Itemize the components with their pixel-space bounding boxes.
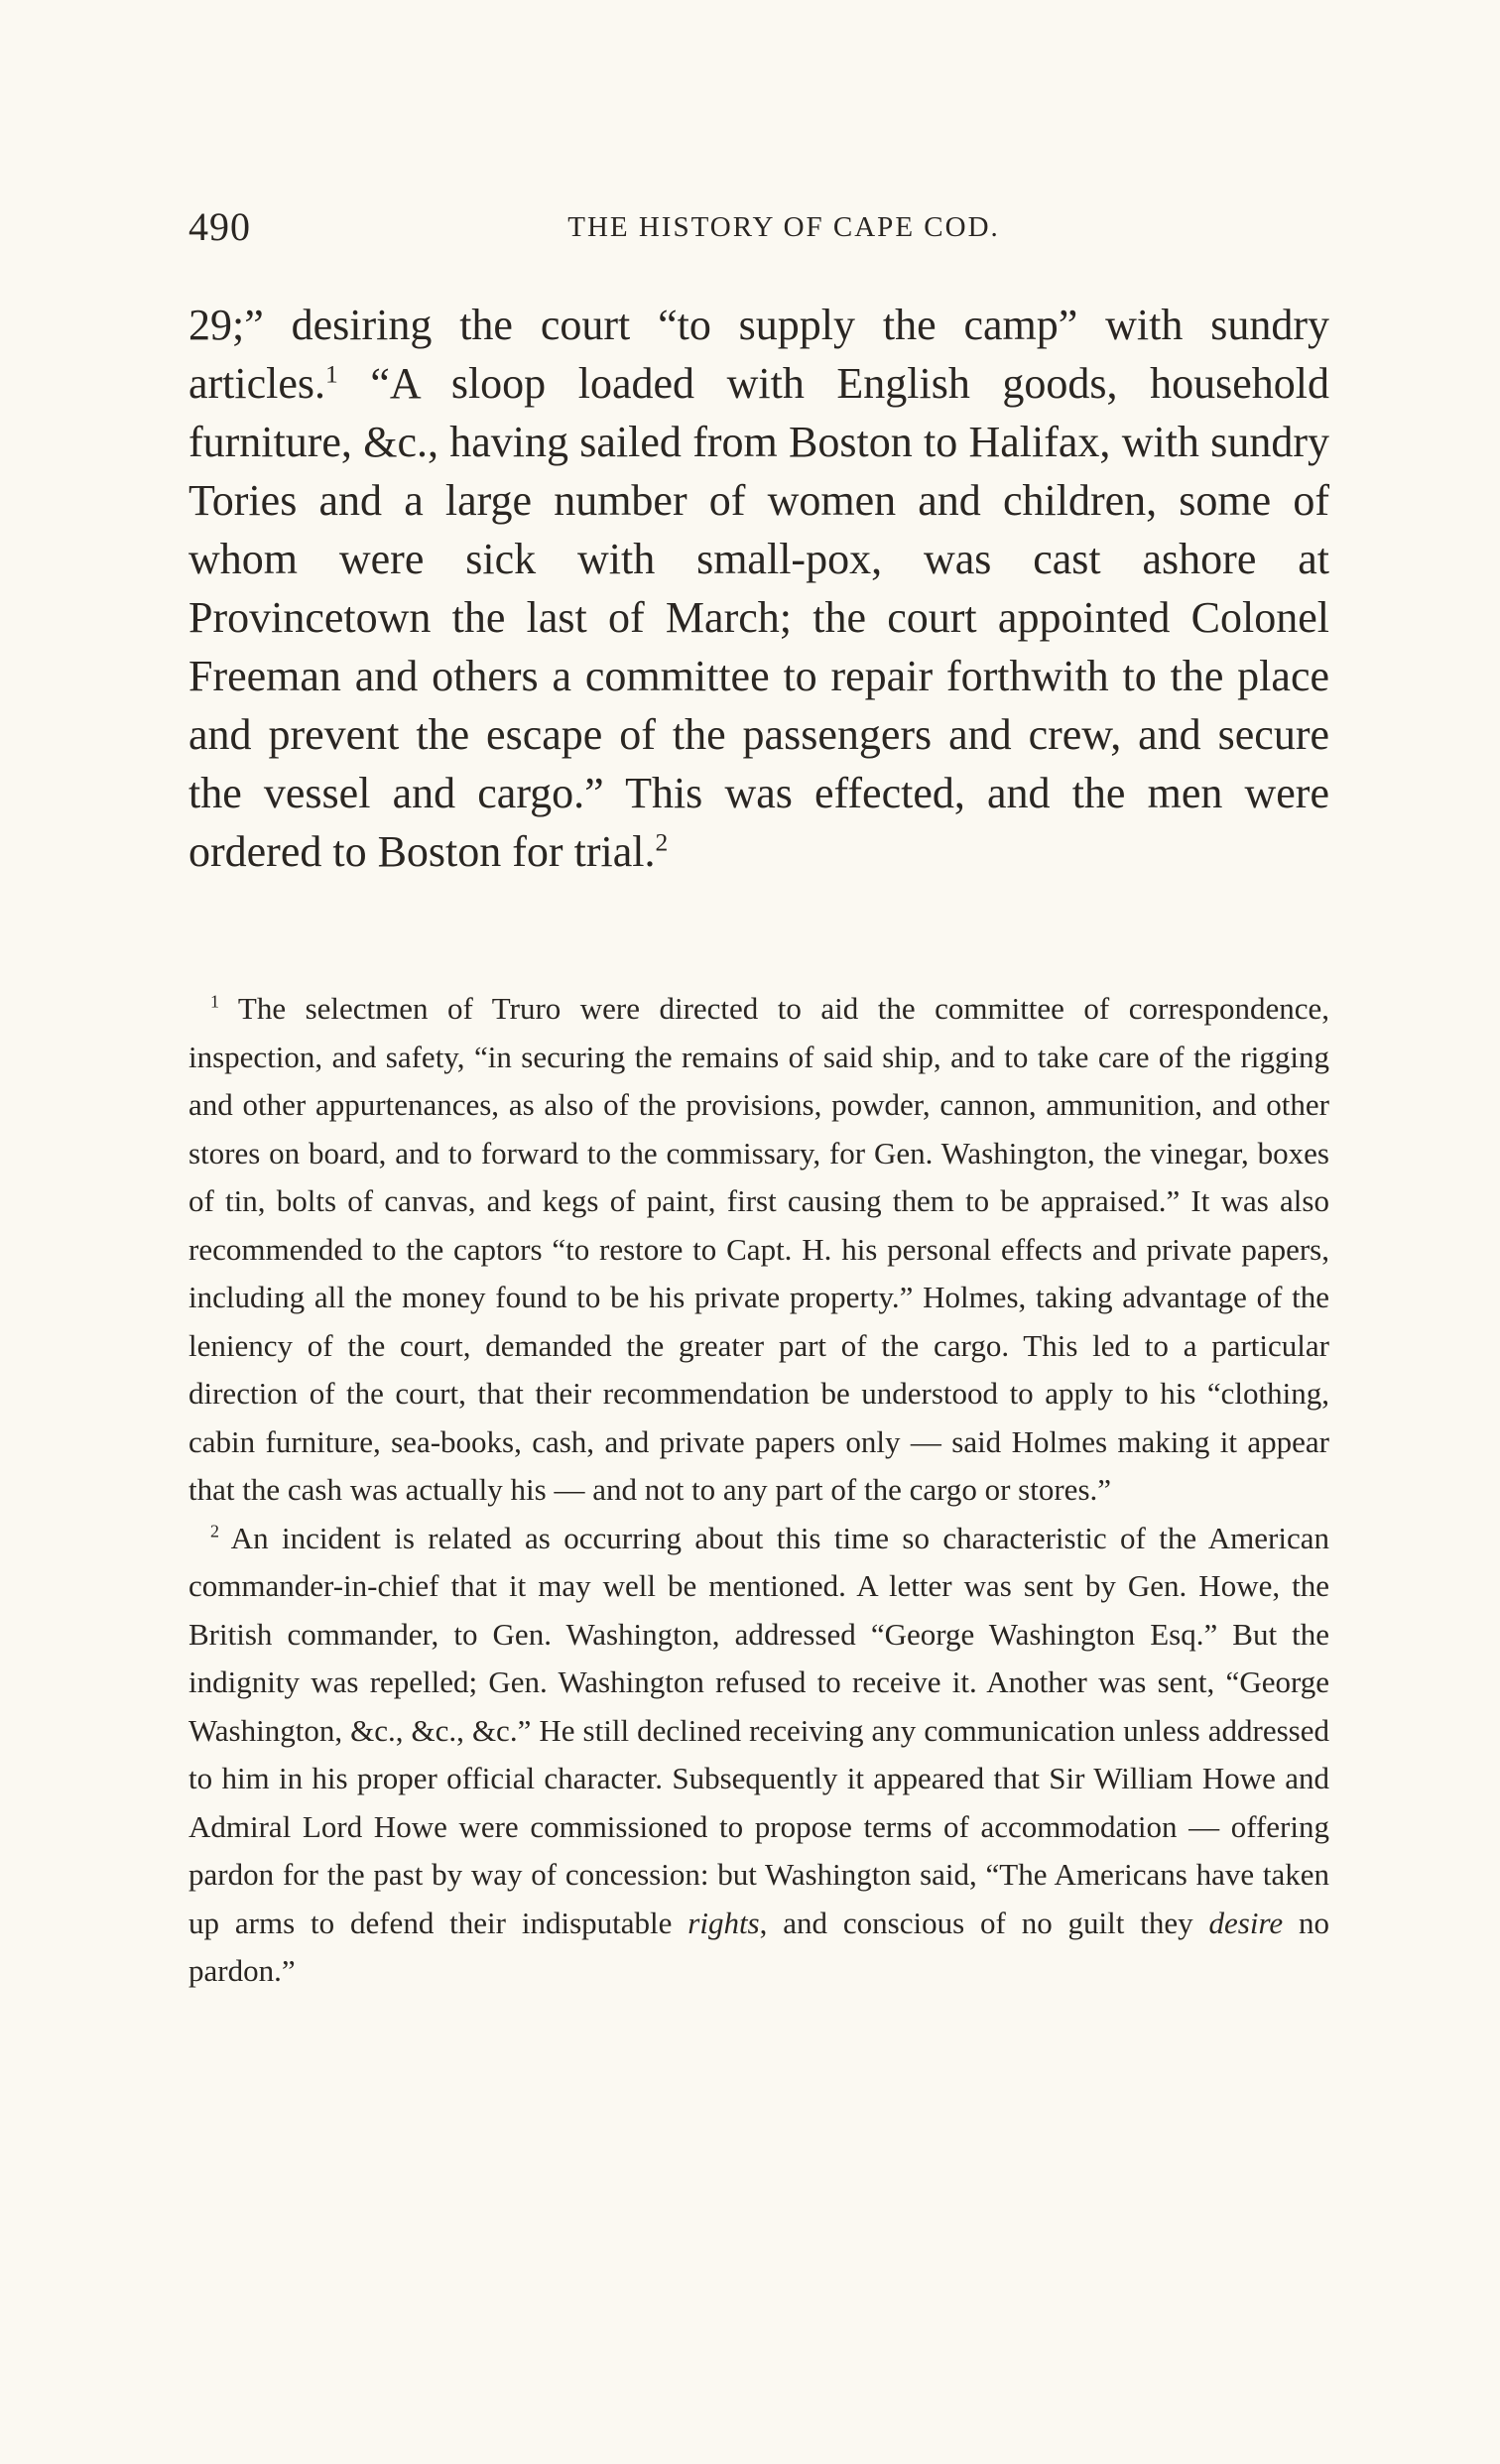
footnote-1 [188, 985, 1329, 1515]
footnote-reference-2: 2 [655, 827, 669, 857]
page-number: 490 [188, 204, 251, 249]
footnote-marker-1: 1 [210, 991, 219, 1012]
footnote-1-text: The selectmen of Truro were directed to aid the committee of correspondence, inspection, and safety, “in securing the remains of said ship, and to take care of the rigging and other appurtenances, as also of the provisions, powder, cannon, ammunition, and other stores on board, and to forward to the commissary, for Gen. Washington, the vinegar, boxes of tin, bolts of canvas, and kegs of paint, first causing them to be appraised.” It was also recommended to the captors “to restore to Capt. H. his personal effects and private papers, including all the money found to be his private property.” Holmes, taking advantage of the leniency of the court, demanded the greater part of the cargo. This led to a particular direction of the court, that their recommendation be understood to apply to his “clothing, cabin furniture, sea-books, cash, and private papers only — said Holmes making it appear that the cash was actually his — and not to any part of the cargo or stores.” [188, 991, 1329, 1507]
running-head: THE HISTORY OF CAPE COD. [567, 211, 1000, 243]
footnote-2-italic-desire: desire [1208, 1905, 1284, 1940]
footnote-2-text-b: , and conscious of no guilt they [759, 1905, 1209, 1940]
footnote-2-text-a: An incident is related as occurring about this time so characteristic of the American commander-in-chief that it may well be mentioned. A letter was sent by Gen. Howe, the British commander, to Gen. Washington, addressed “George Washington Esq.” But the indignity was repelled; Gen. Washington refused to receive it. Another was sent, “George Washington, &c., &c., &c.” He still declined receiving any communication unless addressed to him in his proper official character. Subsequently it appeared that Sir William Howe and Admiral Lord Howe were commissioned to propose terms of accommodation — offering pardon for the past by way of concession: but Washington said, “The Americans have taken up arms to defend their indisputable [188, 1520, 1329, 1940]
main-text-part-1: 29;” desiring the court “to supply the camp” with sundry articles. [188, 301, 1329, 408]
footnote-2-italic-rights: rights [688, 1905, 760, 1940]
footnote-2 [188, 1515, 1329, 1996]
main-text-part-2: “A sloop loaded with English goods, household furniture, &c., having sailed from Boston to Halifax, with sundry Tories and a large number of women and children, some of whom were sick with small-pox, was cast ashore at Provincetown the last of March; the court appointed Colonel Freeman and others a committee to repair forthwith to the place and prevent the escape of the passengers and crew, and secure the vessel and cargo.” This was effected, and the men were ordered to Boston for trial. [188, 359, 1329, 876]
main-paragraph [188, 296, 1329, 881]
page-header [188, 203, 1339, 253]
footnotes [188, 985, 1329, 1996]
footnote-reference-1: 1 [325, 359, 338, 389]
footnote-marker-2: 2 [210, 1521, 219, 1541]
footnote-2-text-c: no pardon.” [188, 1905, 1329, 1988]
